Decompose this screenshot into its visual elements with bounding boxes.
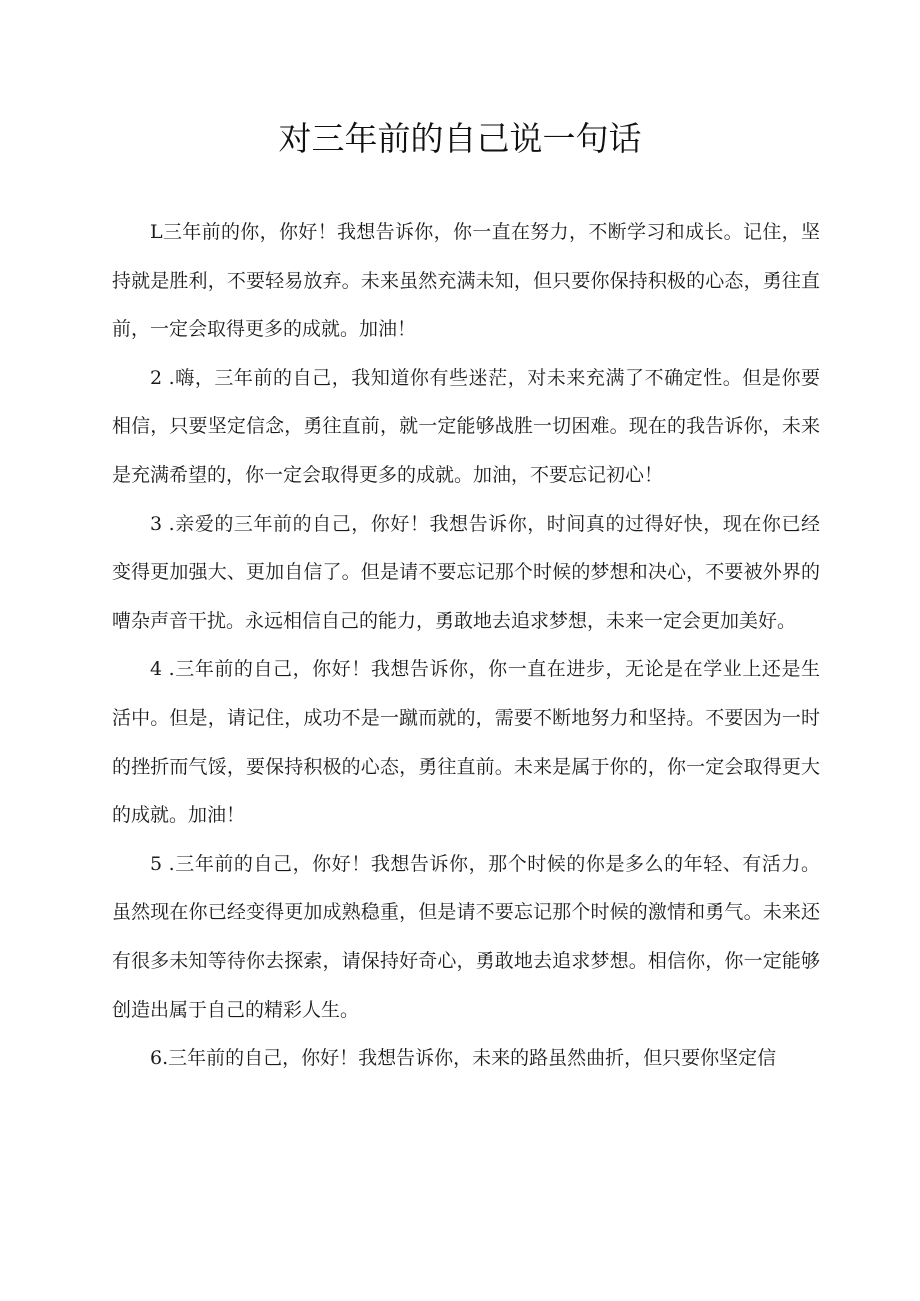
paragraph-3: 3 .亲爱的三年前的自己，你好！我想告诉你，时间真的过得好快，现在你已经变得更加强大、更加自信了。但是请不要忘记那个时候的梦想和决心，不要被外界的嘈杂声音干扰。永远相信自己的能力，勇敢地去追求梦想，未来一定会更加美好。 [112,512,820,632]
paragraph-6: 6.三年前的自己，你好！我想告诉你，未来的路虽然曲折，但只要你坚定信 [150,1047,777,1070]
paragraph-4: 4 .三年前的自己，你好！我想告诉你，你一直在进步，无论是在学业上还是生活中。但是，请记住，成功不是一蹴而就的，需要不断地努力和坚持。不要因为一时的挫折而气馁，要保持积极的心态，勇往直前。未来是属于你的，你一定会取得更大的成就。加油！ [112,658,820,827]
document-body [112,208,820,1083]
paragraph-5: 5 .三年前的自己，你好！我想告诉你，那个时候的你是多么的年轻、有活力。虽然现在你已经变得更加成熟稳重，但是请不要忘记那个时候的激情和勇气。未来还有很多未知等待你去探索，请保持好奇心，勇敢地去追求梦想。相信你，你一定能够创造出属于自己的精彩人生。 [112,852,820,1021]
paragraph-1: L三年前的你，你好！我想告诉你，你一直在努力，不断学习和成长。记住，坚持就是胜利，不要轻易放弃。未来虽然充满未知，但只要你保持积极的心态，勇往直前，一定会取得更多的成就。加油！ [112,221,820,341]
paragraph-2: 2 .嗨，三年前的自己，我知道你有些迷茫，对未来充满了不确定性。但是你要相信，只要坚定信念，勇往直前，就一定能够战胜一切困难。现在的我告诉你，未来是充满希望的，你一定会取得更多的成就。加油，不要忘记初心！ [112,366,820,486]
document-title: 对三年前的自己说一句话 [278,119,642,158]
